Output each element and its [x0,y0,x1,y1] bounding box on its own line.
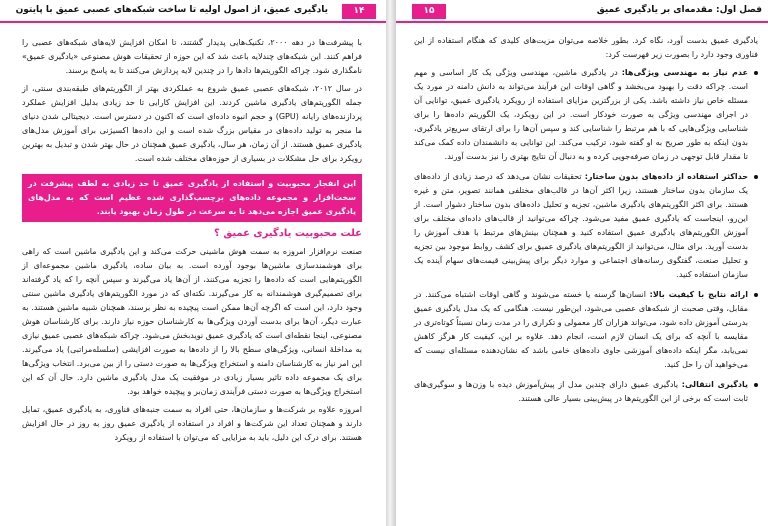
right-page-header [396,2,768,26]
right-header-title: فصل اول: مقدمه‌ای بر یادگیری عمیق [596,5,762,15]
paragraph: با پیشرفت‌ها در دهه ۲۰۰۰، تکنیک‌هایی پدیدار گشتند، تا امکان افزایش لایه‌های شبکه‌های عصبی را فراهم کنند. این شبکه‌های چندلایه باعث شد که این حوزه از تحقیقات هوش مصنوعی «یادگیری عمیق» نامگذاری شود. چراکه الگوریتم‌ها دادها را در چندین لایه پردازش می‌کنند تا به پاسخ برسند. [22,38,362,75]
list-item-title: حداکثر استفاده از داده‌های بدون ساختار: [584,172,748,181]
bullet-icon [754,383,758,387]
left-text-column [22,36,362,449]
paragraph: صنعت نرم‌افزار امروزه به سمت هوش ماشینی حرکت می‌کند و این یادگیری ماشین است که راهی برای هوشمندسازی ماشین‌ها بوجود آورده است. به بیان ساده، یادگیری ماشین مجموعه‌ای از الگوریتم‌هایی است که داده‌ها را تجزیه می‌کنند، از آن‌ها یاد می‌گیرند و سپس آنچه را که یاد گرفته‌اند برای تصمیم‌گیری هوشمندانه به کار می‌گیرند. نکته‌ای که در مورد الگوریتم‌های یادگیری ماشین سنتی وجود دارد، این است که اگرچه آن‌ها ممکن است پیچیده به نظر برسند، همچنان شبیه ماشین هستند. به عبارت دیگر، آن‌ها برای بدست آوردن ویژگی‌ها به کارشناسان حوزه نیاز دارند. برای کارشناسان هوش مصنوعی، اینجا نقطه‌ای است که یادگیری عمیق نویدبخش می‌شود. چراکه شبکه‌های عصبی عمیق نیازی به مداخلهٔ انسانی، ویژگی‌های سطح بالا را از داده‌ها به صورت افزایشی (سلسله‌مراتبی) یاد می‌گیرند. این امر نیاز به کارشناسان دامنه و استخراج ویژگی‌ها به صورت دستی را از بین می‌برد. انتخاب ویژگی‌ها برای یک مجموعه داده تاثیر بسیار زیادی در موفقیت یک مدل یادگیری ماشین دارد. حال آن که این استخراج ویژگی‌ها به صورت دستی فرآیندی زمان‌بر و پیچیده خواهد بود. [22,247,362,396]
list-item [414,170,758,282]
highlight-callout: این انفجار محبوبیت و استفاده از یادگیری عمیق تا حد زیادی به لطف پیشرفت در سخت‌افزار و مجموعه داده‌های برچسب‌گذاری شده عظیم است که به مدل‌های یادگیری عمیق اجازه می‌دهد تا به سرعت در طول زمان بهبود یابند. [22,174,362,222]
list-item [414,378,758,406]
list-item [414,288,758,372]
header-rule [0,21,386,23]
book-gutter [386,0,396,526]
list-item-text: انسان‌ها گرسنه یا خسته می‌شوند و گاهی اوقات اشتباه می‌کنند. در مقابل، وقتی صحبت از شبکه‌های عصبی می‌شود، این‌طور نیست. هنگامی که یک مدل یادگیری عمیق بدرستی آموزش داده شود، می‌تواند هزاران کار معمولی و تکراری را در مدت زمان نسبتاً کوتاه‌تری در مقایسه با آنچه که برای یک انسان لازم است، انجام دهد. علاوه بر این، کیفیت کار هرگز کاهش نمی‌یابد، مگر اینکه داده‌های آموزشی حاوی داده‌های خامی باشد که نشان‌دهنده مسئله‌ای نیست که می‌خواهید آن را حل کنید. [414,290,748,369]
list-item-title: یادگیری انتقالی: [681,380,749,389]
benefits-list [414,66,758,406]
bullet-icon [754,71,758,75]
list-item-text: یادگیری عمیق دارای چندین مدل از پیش‌آموزش دیده با وزن‌ها و سوگیری‌های ثابت است که برخی از این الگوریتم‌ها در پیش‌بینی بسیار عالی هستند. [414,380,748,403]
right-page-number: ۱۵ [412,4,446,19]
header-rule [396,21,768,23]
right-text-column [414,34,758,412]
list-item-text: در یادگیری ماشین، مهندسی ویژگی یک کار اساسی و مهم است. چراکه دقت را بهبود می‌بخشد و گاهی اوقات این فرآیند می‌تواند به دانش دامنه در مورد یک مسئله خاص نیاز داشته باشد. یکی از بزرگترین مزایای استفاده از رویکرد یادگیری عمیق، توانایی آن در اجرای مهندسی ویژگی به صورت خودکار است. در این رویکرد، یک الگوریتم داده‌ها را برای شناسایی ویژگی‌هایی که با هم مرتبط را شناسایی کند و سپس آن‌ها را برای ارتقای سریع‌تر یادگیری، بدون اینکه به طور صریح به او گفته شود، ترکیب می‌کند. این توانایی به دانشمندان داده کمک می‌کند تا مقدار قابل توجهی در زمان صرفه‌جویی کرده و به دنبال آن نتایج بهتری را نیز بدست آورند. [414,68,748,161]
left-page-header [0,2,386,26]
left-page-number: ۱۴ [342,4,376,19]
paragraph: یادگیری عمیق بدست آورد، نگاه کرد. بطور خلاصه می‌توان مزیت‌های کلیدی که هنگام استفاده از این فناوری وجود دارد را بصورت زیر فهرست کرد: [414,36,758,59]
paragraph: در سال ۲۰۱۲، شبکه‌های عصبی عمیق شروع به عملکردی بهتر از الگوریتم‌های طبقه‌بندی سنتی، از جمله الگوریتم‌های یادگیری ماشین کردند. این افزایش کارایی تا حد زیادی بدلیل افزایش عملکرد پردازنده‌های رایانه (GPU) و حجم انبوه داده‌ای است که اکنون در دسترس است. دیجیتالی شدن دنیای ما منجر به تولید داده‌های در مقیاس بزرگ شده است و این داده‌ها اکسیژنی برای آموزش مدل‌های یادگیری عمیق هستند. از آن زمان، هر سال، یادگیری عمیق همچنان در حال بهتر شدن و تبدیل به بهترین رویکرد برای حل مشکلات در بسیاری از حوزه‌های مختلف شده است. [22,84,363,163]
list-item [414,66,758,164]
section-heading: علت محبوبیت یادگیری عمیق ؟ [214,228,362,239]
right-page [396,0,768,526]
paragraph: امروزه علاوه بر شرکت‌ها و سازمان‌ها، حتی افراد به سمت جنبه‌های فناوری، به یادگیری عمیق، تمایل دارند و همچنان تعداد این شرکت‌ها و افراد در استفاده از یادگیری عمیق روز به روز در حال افزایش هستند. برای درک این دلیل، باید به مزایایی که می‌توان با استفاده از رویکرد [22,405,362,442]
bullet-icon [754,175,758,179]
list-item-title: عدم نیاز به مهندسی ویژگی‌ها: [621,68,749,77]
list-item-text: تحقیقات نشان می‌دهد که درصد زیادی از داده‌های یک سازمان بدون ساختار هستند، زیرا اکثر آن‌ها در قالب‌های مختلفی همانند تصویر، متن و غیره هستند. برای اکثر الگوریتم‌های یادگیری ماشین، تجزیه و تحلیل داده‌های بدون ساختار دشوار است. از این‌رو، اینجاست که یادگیری عمیق مفید می‌شود. چراکه می‌توانید از قالب‌های داده‌ای مختلف برای آموزش الگوریتم‌های یادگیری عمیق استفاده کنید و همچنان بینش‌های مرتبط با هدف آموزش را بدست آورید. برای مثال، می‌توانید از الگوریتم‌های یادگیری عمیق برای کشف روابط موجود بین تجزیه و تحلیل صنعت، گفتگوی رسانه‌های اجتماعی و موارد دیگر برای پیش‌بینی قیمت‌های سهام آینده یک سازمان استفاده کنید. [414,172,748,279]
left-header-title: یادگیری عمیق، از اصول اولیه تا ساخت شبکه‌های عصبی عمیق با پایتون [15,5,328,15]
list-item-title: ارائه نتایج با کیفیت بالا: [649,290,749,299]
bullet-icon [754,293,758,297]
